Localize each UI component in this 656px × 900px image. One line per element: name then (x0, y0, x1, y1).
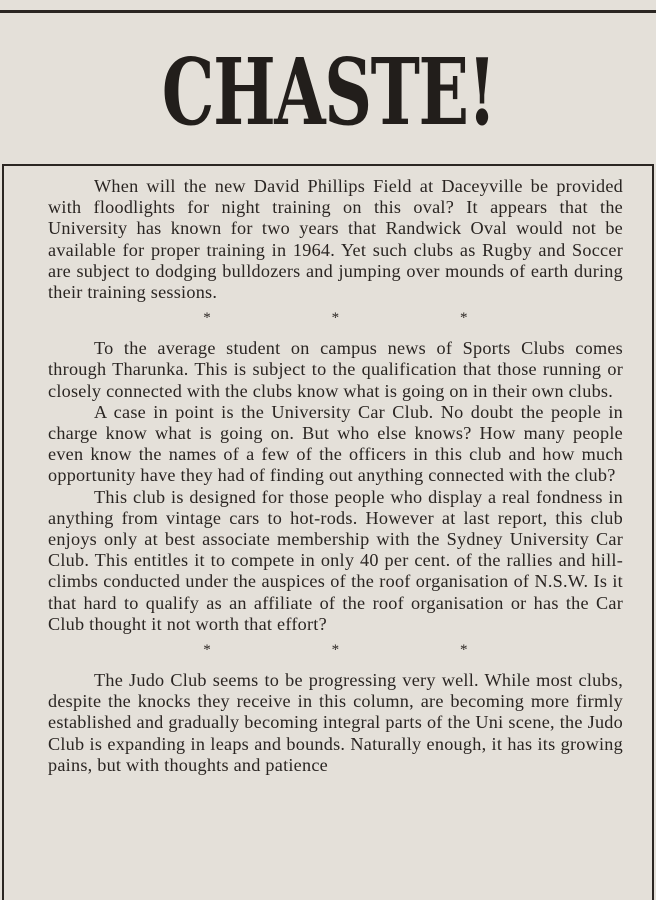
top-rule (0, 10, 656, 13)
divider-star: * (203, 310, 212, 327)
paragraph-car-club-membership: This club is designed for those people who display a real fondness in anything from vintage cars to hot-rods. However at last report, this club enjoys only at best associate membership with the Sydney University Car Club. This entitles it to compete in only 40 per cent. of the rallies and hill-climbs conducted under the auspices of the roof organisation of N.S.W. Is it that hard to qualify as an affiliate of the roof organisation or has the Car Club thought it not worth that effort? (48, 486, 623, 634)
paragraph-car-club-intro: A case in point is the University Car Club. No doubt the people in charge know what is going on. But who else knows? How many people even know the names of a few of the officers in this club and how much opportunity have they had of finding out anything connected with the club? (48, 401, 623, 486)
article-body (48, 176, 623, 776)
paragraph-tharunka: To the average student on campus news of Sports Clubs comes through Tharunka. This is subject to the qualification that those running or closely connected with the clubs know what is going on in their own clubs. (48, 338, 623, 401)
section-divider (48, 637, 623, 658)
divider-star: * (459, 310, 468, 327)
paragraph-judo-club: The Judo Club seems to be progressing very well. While most clubs, despite the knocks they receive in this column, are becoming more firmly established and gradually becoming integral parts of the Uni scene, the Judo Club is expanding in leaps and bounds. Naturally enough, it has its growing pains, but with thoughts and patience (48, 670, 623, 775)
masthead (0, 22, 656, 162)
paragraph-floodlights: When will the new David Phillips Field at Daceyville be provided with floodlights for night training on this oval? It appears that the University has known for two years that Randwick Oval would not be available for proper training in 1964. Yet such clubs as Rugby and Soccer are subject to dodging bulldozers and jumping over mounds of earth during their training sessions. (48, 176, 623, 303)
divider-star: * (459, 642, 468, 659)
headline: CHASTE! (161, 38, 495, 146)
divider-star: * (331, 642, 340, 659)
divider-star: * (331, 310, 340, 327)
divider-star: * (203, 642, 212, 659)
section-divider (48, 305, 623, 326)
